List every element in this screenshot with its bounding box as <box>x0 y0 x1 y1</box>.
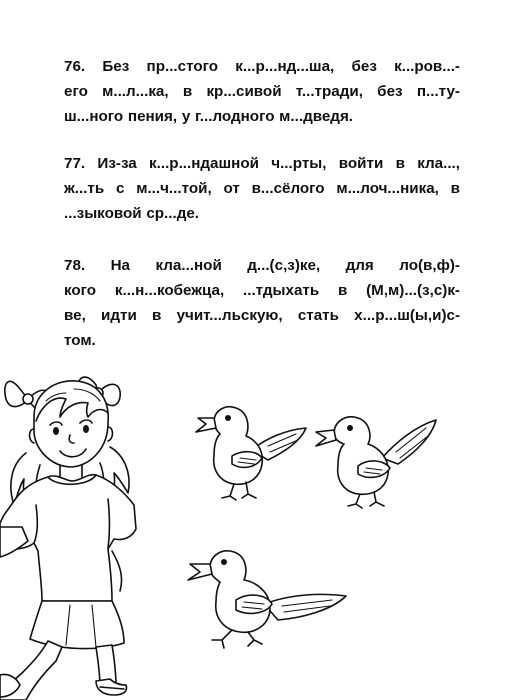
girl-illustration <box>0 355 190 700</box>
exercise-line: кого к...н...кобежца, ...тдыхать в (М,м)...(з,с)к- <box>64 282 460 299</box>
exercise-line: 77. Из-за к...р...ндашной ч...рты, войти в кла..., <box>64 155 460 172</box>
exercise-78 <box>64 253 460 353</box>
exercise-line: ж...ть с м...ч...той, от в...сёлого м...лоч...ника, в <box>64 180 460 197</box>
exercise-line: ш...ного пения, у г...лодного м...дведя. <box>64 108 354 125</box>
exercise-line: его м...л...ка, в кр...сивой т...тради, без п...ту- <box>64 83 460 100</box>
exercise-line: ве, идти в учит...льскую, стать х...р...ш(ы,и)с- <box>64 307 460 324</box>
exercise-line: 78. На кла...ной д...(с,з)ке, для ло(в,ф)- <box>64 257 460 274</box>
exercise-77 <box>64 151 460 226</box>
bird-illustration <box>312 398 444 510</box>
bird-illustration <box>190 398 312 502</box>
exercise-76 <box>64 54 460 129</box>
exercise-line: ...зыковой ср...де. <box>64 205 200 222</box>
exercise-line: 76. Без пр...стого к...р...нд...ша, без к...ров...- <box>64 58 460 75</box>
bird-illustration <box>182 540 356 652</box>
exercise-line: том. <box>64 332 96 349</box>
